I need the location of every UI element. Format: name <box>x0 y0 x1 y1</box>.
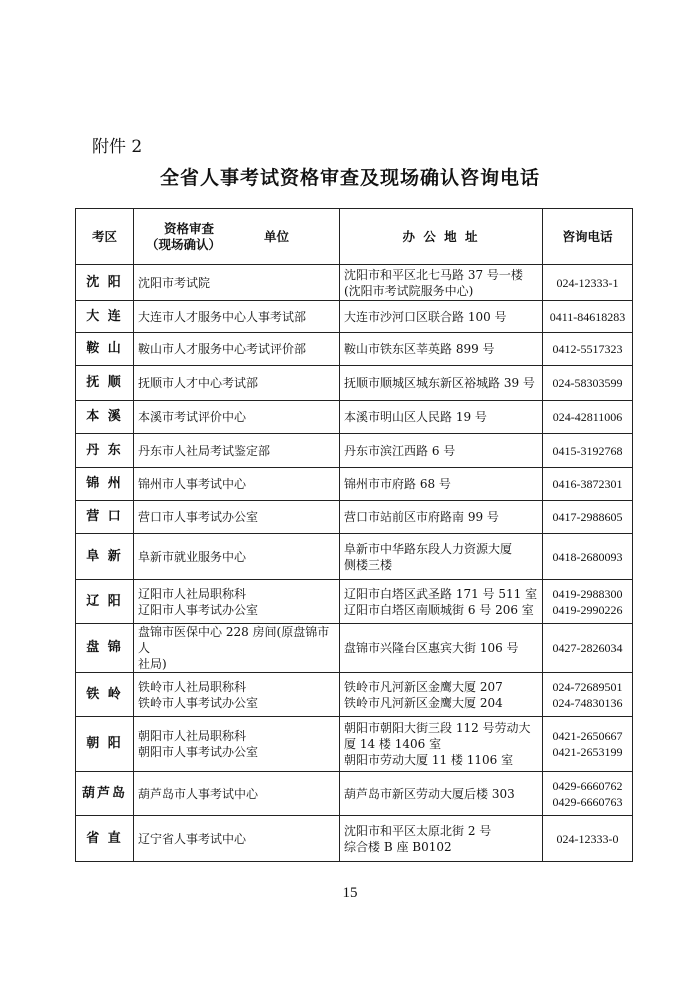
cell-region: 鞍 山 <box>76 333 134 366</box>
cell-unit <box>134 772 340 816</box>
header-unit-line1: 资格审查 <box>164 220 215 236</box>
cell-unit <box>134 468 340 501</box>
cell-phone-line: 0412-5517323 <box>552 342 623 356</box>
cell-address-line: 沈阳市和平区太原北街 2 号 <box>344 823 492 838</box>
cell-address-line: 鞍山市铁东区莘英路 899 号 <box>344 342 495 356</box>
cell-address-line: (沈阳市考试院服务中心) <box>344 283 474 298</box>
table-row <box>76 580 633 624</box>
cell-address-line: 铁岭市凡河新区金鹰大厦 207 <box>344 679 503 694</box>
cell-unit <box>134 333 340 366</box>
cell-unit-line: 社局) <box>138 657 167 671</box>
cell-address-line: 锦州市市府路 68 号 <box>344 477 451 491</box>
cell-phone <box>543 673 633 717</box>
cell-phone <box>543 624 633 673</box>
cell-unit <box>134 580 340 624</box>
cell-phone-line: 024-72689501 <box>552 679 623 694</box>
cell-phone <box>543 717 633 772</box>
cell-region: 锦 州 <box>76 468 134 501</box>
cell-phone-line: 0415-3192768 <box>552 443 623 458</box>
table-row <box>76 673 633 717</box>
cell-phone <box>543 265 633 301</box>
cell-address <box>340 534 543 580</box>
cell-region: 营 口 <box>76 501 134 534</box>
cell-phone-line: 0418-2680093 <box>552 549 623 564</box>
page-title: 全省人事考试资格审查及现场确认咨询电话 <box>159 167 540 189</box>
cell-address-line: 朝阳市劳动大厦 11 楼 1106 室 <box>344 753 514 767</box>
cell-unit <box>134 816 340 862</box>
cell-unit <box>134 301 340 333</box>
cell-phone-line: 0419-2990226 <box>552 602 623 617</box>
cell-address <box>340 717 543 772</box>
cell-unit-line: 营口市人事考试办公室 <box>138 510 259 524</box>
cell-unit-line: 辽阳市人事考试办公室 <box>138 602 259 617</box>
table-row <box>76 624 633 673</box>
cell-unit-line: 锦州市人事考试中心 <box>138 477 247 491</box>
cell-phone-line: 024-12333-1 <box>556 275 619 290</box>
cell-unit-line: 丹东市人社局考试鉴定部 <box>138 443 271 458</box>
cell-address-line: 抚顺市顺城区城东新区裕城路 39 号 <box>344 376 535 390</box>
cell-address-line: 盘锦市兴隆台区惠宾大街 106 号 <box>344 641 519 655</box>
cell-unit-line: 辽阳市人社局职称科 <box>138 586 247 601</box>
cell-region: 朝 阳 <box>76 717 134 772</box>
cell-region: 省 直 <box>76 816 134 862</box>
cell-phone-line: 0427-2826034 <box>552 641 623 655</box>
cell-address <box>340 580 543 624</box>
table-row <box>76 717 633 772</box>
cell-address <box>340 333 543 366</box>
cell-address-line: 本溪市明山区人民路 19 号 <box>344 410 487 424</box>
cell-phone <box>543 366 633 401</box>
cell-unit <box>134 265 340 301</box>
cell-phone <box>543 580 633 624</box>
cell-phone <box>543 501 633 534</box>
cell-unit-line: 盘锦市医保中心 228 房间(原盘锦市人 <box>138 625 330 655</box>
header-unit-line3: 单位 <box>263 228 289 244</box>
table-row <box>76 265 633 301</box>
cell-phone <box>543 534 633 580</box>
table-row <box>76 333 633 366</box>
cell-phone <box>543 772 633 816</box>
cell-unit-line: 抚顺市人才中心考试部 <box>138 376 259 390</box>
cell-phone-line: 024-42811006 <box>552 410 623 424</box>
cell-phone-line: 0419-2988300 <box>552 586 623 601</box>
cell-unit <box>134 624 340 673</box>
cell-phone <box>543 468 633 501</box>
cell-address <box>340 673 543 717</box>
cell-address <box>340 816 543 862</box>
cell-address-line: 辽阳市白塔区南顺城街 6 号 206 室 <box>344 602 534 617</box>
cell-phone-line: 0421-2653199 <box>552 745 623 759</box>
cell-address <box>340 501 543 534</box>
table-row <box>76 434 633 468</box>
cell-phone-line: 0417-2988605 <box>552 510 623 524</box>
cell-region: 沈 阳 <box>76 265 134 301</box>
cell-unit <box>134 717 340 772</box>
cell-address-line: 大连市沙河口区联合路 100 号 <box>344 309 507 324</box>
cell-unit <box>134 401 340 434</box>
cell-region: 阜 新 <box>76 534 134 580</box>
cell-address-line: 侧楼三楼 <box>344 557 393 572</box>
cell-address <box>340 434 543 468</box>
cell-unit <box>134 366 340 401</box>
cell-region: 辽 阳 <box>76 580 134 624</box>
cell-address <box>340 366 543 401</box>
header-address: 办 公 地 址 <box>340 209 543 265</box>
cell-unit-line: 葫芦岛市人事考试中心 <box>138 786 259 801</box>
cell-region: 抚 顺 <box>76 366 134 401</box>
cell-phone-line: 0411-84618283 <box>549 309 626 324</box>
cell-region: 盘 锦 <box>76 624 134 673</box>
table-row <box>76 366 633 401</box>
cell-unit-line: 本溪市考试评价中心 <box>138 410 247 424</box>
cell-address-line: 辽阳市白塔区武圣路 171 号 511 室 <box>344 586 538 601</box>
cell-address-line: 葫芦岛市新区劳动大厦后楼 303 <box>344 786 515 801</box>
cell-unit-line: 沈阳市考试院 <box>138 275 211 290</box>
table-row <box>76 816 633 862</box>
table-row <box>76 772 633 816</box>
cell-unit-line: 鞍山市人才服务中心考试评价部 <box>138 342 307 356</box>
cell-address-line: 阜新市中华路东段人力资源大厦 <box>344 541 513 556</box>
header-unit <box>134 209 340 265</box>
cell-address <box>340 772 543 816</box>
page-number: 15 <box>342 885 358 901</box>
table-body <box>76 265 633 862</box>
cell-address <box>340 265 543 301</box>
cell-unit-line: 阜新市就业服务中心 <box>138 549 247 564</box>
table-row <box>76 501 633 534</box>
cell-phone-line: 024-12333-0 <box>556 831 619 846</box>
cell-address-line: 朝阳市朝阳大街三段 112 号劳动大 <box>344 721 531 735</box>
cell-unit-line: 辽宁省人事考试中心 <box>138 831 247 846</box>
cell-unit-line: 朝阳市人事考试办公室 <box>138 745 259 759</box>
cell-unit-line: 铁岭市人社局职称科 <box>138 679 247 694</box>
table-row <box>76 401 633 434</box>
cell-address <box>340 468 543 501</box>
cell-address-line: 厦 14 楼 1406 室 <box>344 737 442 751</box>
cell-region: 本 溪 <box>76 401 134 434</box>
cell-unit <box>134 434 340 468</box>
header-phone: 咨询电话 <box>543 209 633 265</box>
attachment-label: 附件 2 <box>92 137 143 157</box>
cell-region: 葫芦岛 <box>76 772 134 816</box>
cell-phone-line: 024-74830136 <box>552 695 623 710</box>
contact-table <box>75 208 633 862</box>
cell-phone <box>543 301 633 333</box>
cell-region: 大 连 <box>76 301 134 333</box>
cell-unit-line: 朝阳市人社局职称科 <box>138 729 247 743</box>
cell-unit-line: 铁岭市人事考试办公室 <box>138 695 259 710</box>
cell-phone-line: 0429-6660763 <box>552 794 623 809</box>
cell-phone-line: 0416-3872301 <box>552 477 623 491</box>
cell-phone <box>543 816 633 862</box>
cell-region: 铁 岭 <box>76 673 134 717</box>
cell-address-line: 营口市站前区市府路南 99 号 <box>344 510 499 524</box>
table-row <box>76 468 633 501</box>
cell-address <box>340 401 543 434</box>
cell-phone-line: 024-58303599 <box>552 376 623 390</box>
table-row <box>76 301 633 333</box>
cell-address <box>340 301 543 333</box>
cell-unit <box>134 534 340 580</box>
cell-address-line: 沈阳市和平区北七马路 37 号一楼 <box>344 267 523 282</box>
cell-phone <box>543 401 633 434</box>
cell-unit <box>134 501 340 534</box>
cell-unit <box>134 673 340 717</box>
cell-unit-line: 大连市人才服务中心人事考试部 <box>138 309 307 324</box>
header-region: 考区 <box>76 209 134 265</box>
table-row <box>76 534 633 580</box>
cell-address <box>340 624 543 673</box>
cell-address-line: 丹东市滨江西路 6 号 <box>344 443 456 458</box>
cell-phone <box>543 333 633 366</box>
cell-phone-line: 0429-6660762 <box>552 778 623 793</box>
cell-address-line: 铁岭市凡河新区金鹰大厦 204 <box>344 695 503 710</box>
cell-region: 丹 东 <box>76 434 134 468</box>
cell-phone-line: 0421-2650667 <box>552 729 623 743</box>
cell-phone <box>543 434 633 468</box>
header-unit-line2: （现场确认） <box>146 236 222 252</box>
cell-address-line: 综合楼 B 座 B0102 <box>344 839 452 854</box>
